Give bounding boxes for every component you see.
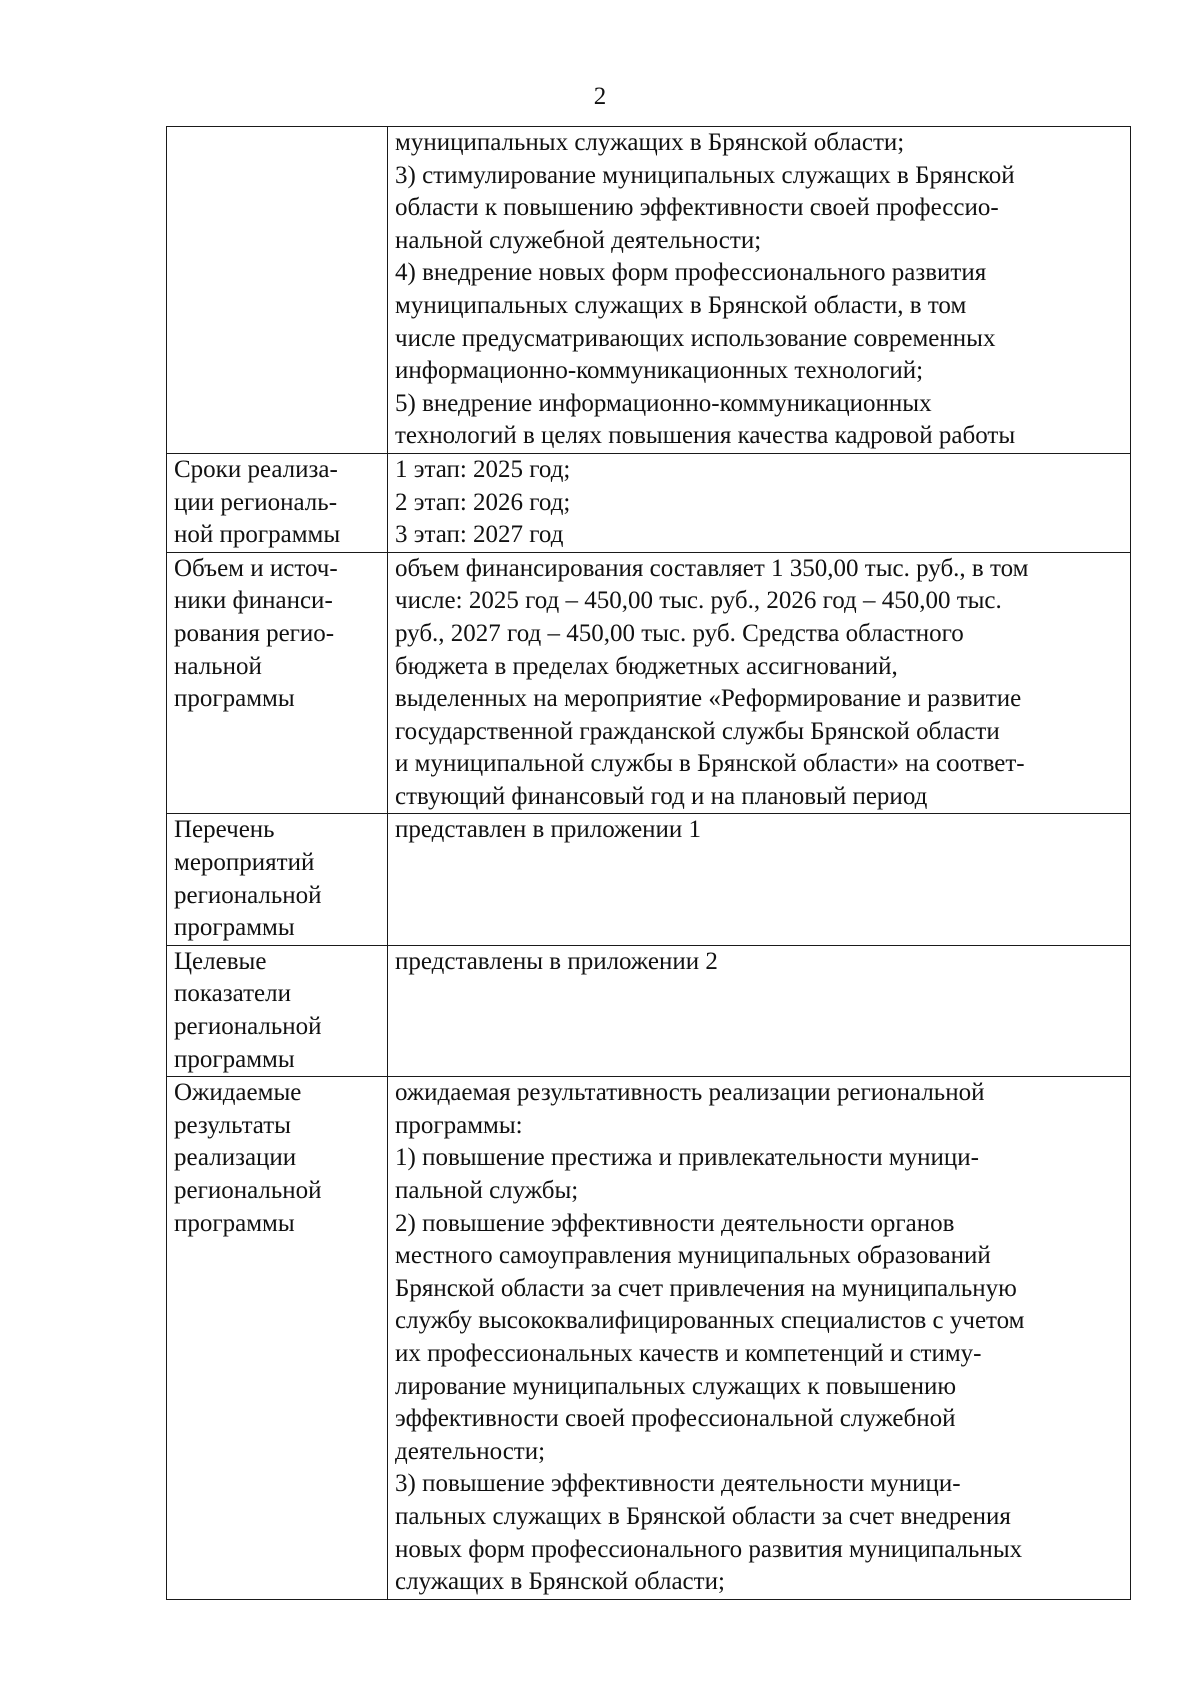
row-content-line: их профессиональных качеств и компетенций и стиму- — [395, 1339, 982, 1367]
row-content-line: программы: — [395, 1111, 523, 1139]
row-content-line: руб., 2027 год – 450,00 тыс. руб. Средства областного — [395, 619, 964, 647]
row-content-line: 1 этап: 2025 год; — [395, 455, 571, 483]
row-content-line: 2 этап: 2026 год; — [395, 488, 571, 516]
row-label-line: ной программы — [174, 521, 341, 549]
row-content-line: технологий в целях повышения качества кадровой работы — [395, 422, 1016, 450]
row-content-line: и муниципальной службы в Брянской области» на соответ- — [395, 750, 1025, 778]
row-content-line: муниципальных служащих в Брянской области; — [395, 129, 905, 156]
row-label-cell — [167, 945, 388, 1076]
row-content-cell — [388, 814, 1131, 945]
row-label-line: региональной — [174, 1013, 322, 1041]
row-content-line: лирование муниципальных служащих к повышению — [395, 1372, 957, 1400]
row-label-line: программы — [174, 1045, 295, 1073]
row-label-line: реализации — [174, 1144, 297, 1172]
row-content-cell — [388, 127, 1131, 454]
row-content-cell — [388, 453, 1131, 552]
row-content-line: области к повышению эффективности своей профессио- — [395, 194, 999, 222]
row-label-line: нальной — [174, 652, 262, 680]
passport-row — [167, 552, 1131, 814]
row-content-line: нальной служебной деятельности; — [395, 226, 762, 254]
row-content-line: службу высококвалифицированных специалистов с учетом — [395, 1307, 1025, 1335]
row-content-line: выделенных на мероприятие «Реформирование и развитие — [395, 685, 1022, 713]
row-content-line: служащих в Брянской области; — [395, 1568, 725, 1596]
passport-row — [167, 945, 1131, 1076]
row-label-cell — [167, 1077, 388, 1600]
row-content-line: 5) внедрение информационно-коммуникационных — [395, 389, 932, 417]
row-content-line: ожидаемая результативность реализации региональной — [395, 1079, 985, 1107]
row-content-line: 2) повышение эффективности деятельности органов — [395, 1209, 955, 1237]
row-label-cell — [167, 453, 388, 552]
row-label-line: ции региональ- — [174, 488, 338, 516]
row-content-cell — [388, 945, 1131, 1076]
row-label-line: ники финанси- — [174, 587, 333, 615]
row-label-cell — [167, 552, 388, 814]
row-label-line: рования регио- — [174, 619, 335, 647]
row-label-line: Целевые — [174, 947, 267, 975]
row-content-line: Брянской области за счет привлечения на муниципальную — [395, 1274, 1017, 1302]
row-content-line: пальных служащих в Брянской области за счет внедрения — [395, 1502, 1011, 1530]
row-label-line: Объем и источ- — [174, 554, 338, 582]
passport-row — [167, 453, 1131, 552]
row-content-line: 3 этап: 2027 год — [395, 521, 564, 549]
passport-table-body — [167, 127, 1131, 1600]
row-content-line: государственной гражданской службы Брянской области — [395, 717, 1000, 745]
row-content-line: новых форм профессионального развития муниципальных — [395, 1535, 1023, 1563]
row-content-line: деятельности; — [395, 1437, 546, 1465]
row-label-line: программы — [174, 914, 295, 942]
row-content-line: 4) внедрение новых форм профессионального развития — [395, 259, 987, 287]
row-label-line: региональной — [174, 1177, 322, 1204]
row-label-line: программы — [174, 1209, 295, 1237]
row-content-line: пальной службы; — [395, 1177, 579, 1204]
row-content-line: муниципальных служащих в Брянской области, в том — [395, 291, 967, 319]
row-content-line: 3) повышение эффективности деятельности муници- — [395, 1470, 961, 1498]
row-content-line: 1) повышение престижа и привлекательности муници- — [395, 1144, 979, 1172]
row-label-line: показатели — [174, 980, 291, 1008]
row-label-line: Ожидаемые — [174, 1079, 302, 1107]
passport-row — [167, 814, 1131, 945]
row-content-line: числе предусматривающих использование современных — [395, 324, 996, 352]
row-label-line: программы — [174, 685, 295, 713]
row-content-line: объем финансирования составляет 1 350,00 тыс. руб., в том — [395, 554, 1029, 582]
row-content-line: ствующий финансовый год и на плановый период — [395, 782, 928, 810]
passport-row — [167, 127, 1131, 454]
row-label-cell — [167, 127, 388, 454]
row-content-line: бюджета в пределах бюджетных ассигнований, — [395, 652, 898, 680]
row-content-line: 3) стимулирование муниципальных служащих в Брянской — [395, 161, 1015, 189]
page-number: 2 — [593, 83, 607, 110]
program-passport-table — [166, 126, 1131, 1600]
passport-row — [167, 1077, 1131, 1600]
row-content-line: местного самоуправления муниципальных образований — [395, 1242, 991, 1270]
row-label-line: Сроки реализа- — [174, 455, 338, 483]
row-label-cell — [167, 814, 388, 945]
row-label-line: мероприятий — [174, 849, 315, 877]
row-content-line: эффективности своей профессиональной служебной — [395, 1405, 956, 1433]
row-content-line: числе: 2025 год – 450,00 тыс. руб., 2026 год – 450,00 тыс. — [395, 587, 1002, 615]
row-content-cell — [388, 552, 1131, 814]
row-label-line: региональной — [174, 881, 322, 909]
row-label-line: Перечень — [174, 816, 275, 844]
row-content-line: представлены в приложении 2 — [395, 947, 718, 975]
row-content-cell — [388, 1077, 1131, 1600]
row-content-line: представлен в приложении 1 — [395, 816, 702, 844]
row-content-line: информационно-коммуникационных технологий; — [395, 357, 924, 385]
row-label-line: результаты — [174, 1111, 291, 1139]
